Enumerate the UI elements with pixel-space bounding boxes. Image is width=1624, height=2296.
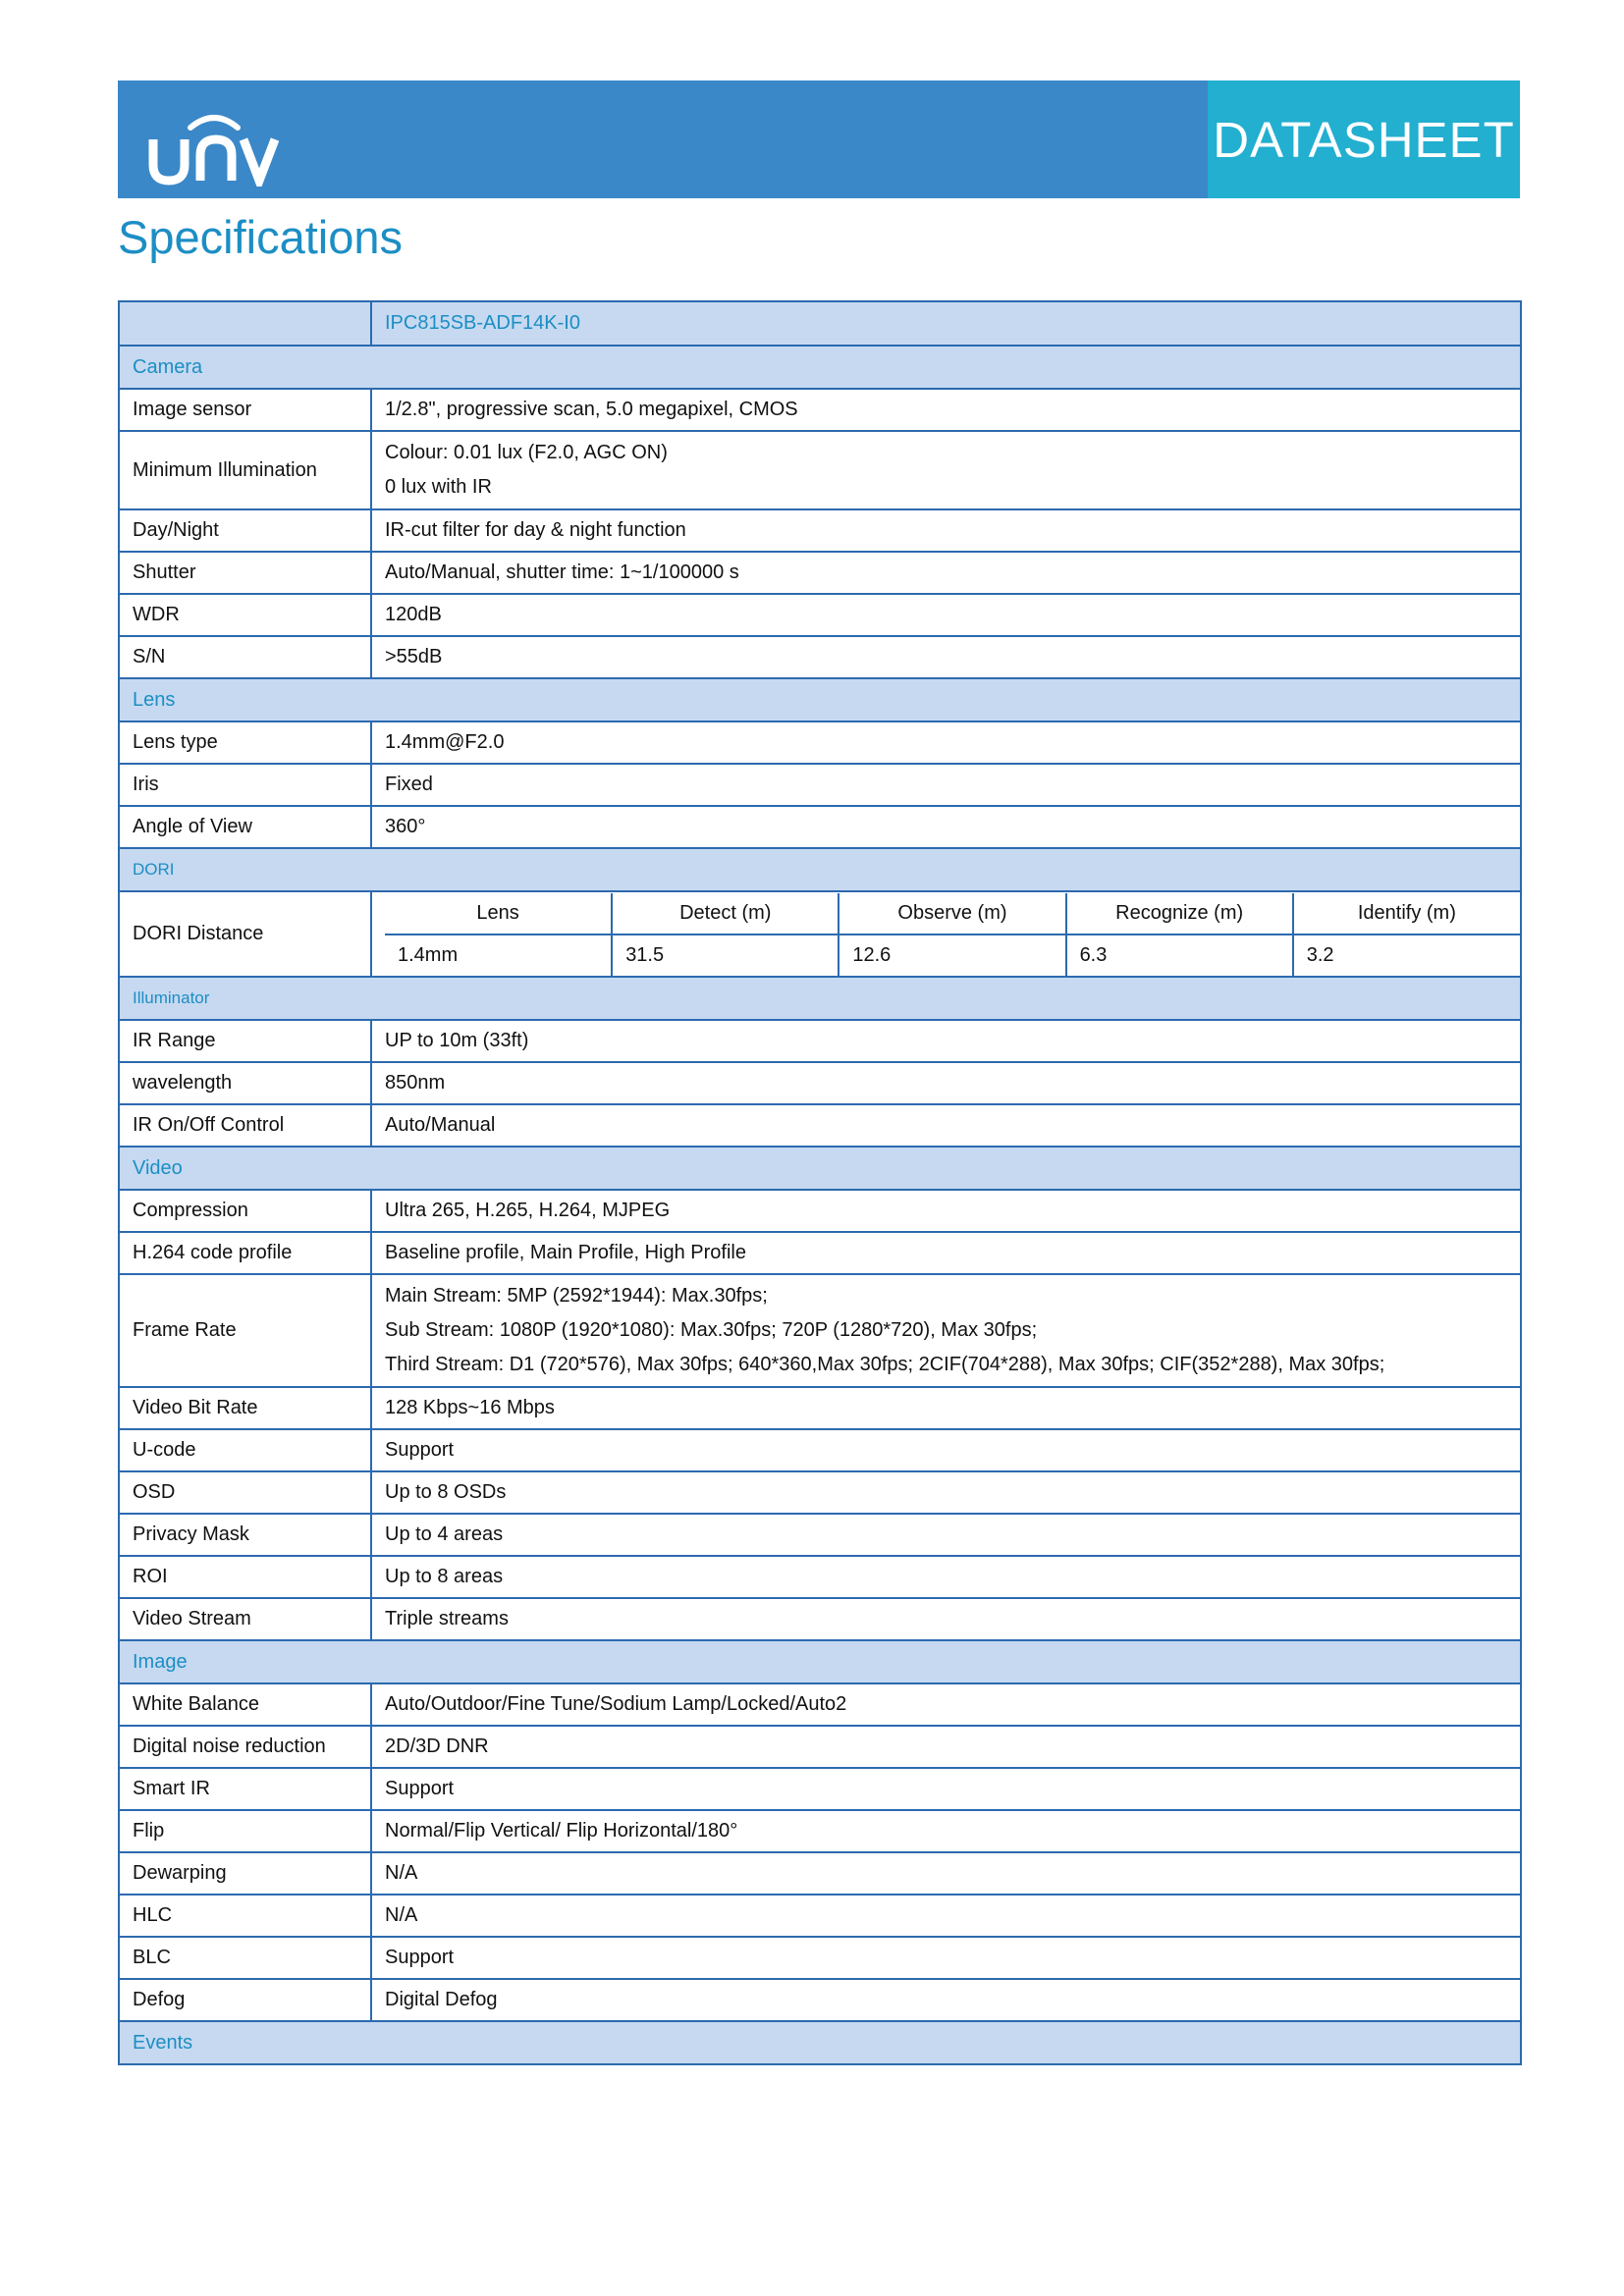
dori-header: Detect (m) bbox=[612, 893, 839, 934]
spec-row-ir-on-off-control bbox=[119, 1104, 1521, 1147]
spec-value-line: Third Stream: D1 (720*576), Max 30fps; 640*360,Max 30fps; 2CIF(704*288), Max 30fps; CIF(352*288), Max 30fps; bbox=[385, 1354, 1385, 1375]
spec-value bbox=[371, 509, 1521, 552]
spec-value bbox=[371, 721, 1521, 764]
dori-header: Recognize (m) bbox=[1066, 893, 1293, 934]
spec-value-line: Auto/Manual, shutter time: 1~1/100000 s bbox=[385, 561, 739, 583]
page-title: Specifications bbox=[118, 211, 403, 263]
section-header-illuminator bbox=[119, 977, 1521, 1020]
spec-row-ir-range bbox=[119, 1020, 1521, 1062]
spec-label: Video Stream bbox=[119, 1598, 371, 1640]
spec-label: White Balance bbox=[119, 1683, 371, 1726]
section-header-events bbox=[119, 2021, 1521, 2064]
spec-value bbox=[371, 1387, 1521, 1429]
spec-label: Day/Night bbox=[119, 509, 371, 552]
spec-label: Smart IR bbox=[119, 1768, 371, 1810]
spec-label: IR On/Off Control bbox=[119, 1104, 371, 1147]
section-header-image bbox=[119, 1640, 1521, 1683]
spec-value-line: 2D/3D DNR bbox=[385, 1735, 489, 1757]
spec-row-iris bbox=[119, 764, 1521, 806]
spec-value-line: IR-cut filter for day & night function bbox=[385, 519, 686, 541]
spec-value bbox=[371, 764, 1521, 806]
spec-row-dori-distance bbox=[119, 891, 1521, 977]
spec-value-line: Main Stream: 5MP (2592*1944): Max.30fps; bbox=[385, 1285, 768, 1307]
spec-row-frame-rate bbox=[119, 1274, 1521, 1387]
spec-table bbox=[118, 300, 1522, 2065]
spec-value-line: Triple streams bbox=[385, 1608, 509, 1629]
spec-value-line: UP to 10m (33ft) bbox=[385, 1030, 529, 1051]
header-banner bbox=[118, 80, 1520, 198]
spec-label: Video Bit Rate bbox=[119, 1387, 371, 1429]
section-header-video bbox=[119, 1147, 1521, 1190]
spec-row-roi bbox=[119, 1556, 1521, 1598]
spec-value-line: Up to 4 areas bbox=[385, 1523, 504, 1545]
spec-value bbox=[371, 1190, 1521, 1232]
spec-value bbox=[371, 1979, 1521, 2021]
spec-value bbox=[371, 1895, 1521, 1937]
spec-label: Flip bbox=[119, 1810, 371, 1852]
spec-row-dewarping bbox=[119, 1852, 1521, 1895]
section-title: Lens bbox=[119, 678, 1521, 721]
spec-value-line: Support bbox=[385, 1439, 455, 1461]
datasheet-badge bbox=[1208, 80, 1520, 198]
spec-row-wdr bbox=[119, 594, 1521, 636]
spec-value bbox=[371, 1274, 1521, 1387]
dori-value: 3.2 bbox=[1306, 943, 1334, 966]
spec-row-digital-noise-reduction bbox=[119, 1726, 1521, 1768]
spec-value-line: 1/2.8", progressive scan, 5.0 megapixel, CMOS bbox=[385, 399, 798, 420]
spec-row-video-bit-rate bbox=[119, 1387, 1521, 1429]
spec-value bbox=[371, 636, 1521, 678]
dori-table bbox=[385, 893, 1520, 976]
spec-value-line: N/A bbox=[385, 1862, 418, 1884]
dori-value: 31.5 bbox=[612, 934, 839, 976]
section-title: Camera bbox=[119, 346, 1521, 389]
spec-row-compression bbox=[119, 1190, 1521, 1232]
spec-row-smart-ir bbox=[119, 1768, 1521, 1810]
spec-label: Lens type bbox=[119, 721, 371, 764]
spec-label: Frame Rate bbox=[119, 1274, 371, 1387]
spec-label: Minimum Illumination bbox=[119, 431, 371, 509]
spec-value-line: 850nm bbox=[385, 1072, 446, 1094]
spec-value bbox=[371, 389, 1521, 431]
spec-label: WDR bbox=[119, 594, 371, 636]
spec-value bbox=[371, 1726, 1521, 1768]
spec-label: Dewarping bbox=[119, 1852, 371, 1895]
spec-value bbox=[371, 1556, 1521, 1598]
spec-row-blc bbox=[119, 1937, 1521, 1979]
dori-value-row bbox=[385, 934, 1520, 976]
spec-value bbox=[371, 1062, 1521, 1104]
spec-value bbox=[371, 1471, 1521, 1514]
spec-value-line: Digital Defog bbox=[385, 1989, 498, 2010]
unv-logo bbox=[139, 98, 287, 187]
spec-label: Digital noise reduction bbox=[119, 1726, 371, 1768]
spec-label: S/N bbox=[119, 636, 371, 678]
model-row-blank bbox=[119, 301, 371, 346]
spec-row-s-n bbox=[119, 636, 1521, 678]
spec-value-line: Support bbox=[385, 1778, 455, 1799]
spec-row-video-stream bbox=[119, 1598, 1521, 1640]
spec-value-line: 1.4mm@F2.0 bbox=[385, 731, 505, 753]
spec-value-line: 120dB bbox=[385, 604, 442, 625]
spec-value-line: Up to 8 OSDs bbox=[385, 1481, 507, 1503]
spec-value-line: 360° bbox=[385, 816, 426, 837]
spec-row-minimum-illumination bbox=[119, 431, 1521, 509]
section-header-dori bbox=[119, 848, 1521, 891]
model-row bbox=[119, 301, 1521, 346]
section-title: DORI bbox=[119, 848, 1521, 891]
spec-value-line: Ultra 265, H.265, H.264, MJPEG bbox=[385, 1200, 671, 1221]
spec-value bbox=[371, 1104, 1521, 1147]
spec-value bbox=[371, 1683, 1521, 1726]
spec-value-line: Baseline profile, Main Profile, High Profile bbox=[385, 1242, 746, 1263]
spec-row-lens-type bbox=[119, 721, 1521, 764]
spec-value-line: 128 Kbps~16 Mbps bbox=[385, 1397, 555, 1418]
spec-label: wavelength bbox=[119, 1062, 371, 1104]
spec-value bbox=[371, 552, 1521, 594]
datasheet-label: DATASHEET bbox=[1213, 111, 1515, 168]
spec-row-u-code bbox=[119, 1429, 1521, 1471]
spec-label: Shutter bbox=[119, 552, 371, 594]
section-title: Illuminator bbox=[119, 977, 1521, 1020]
spec-value-line: Sub Stream: 1080P (1920*1080): Max.30fps; 720P (1280*720), Max 30fps; bbox=[385, 1319, 1038, 1341]
spec-label: Iris bbox=[119, 764, 371, 806]
spec-value bbox=[371, 594, 1521, 636]
spec-value bbox=[371, 1937, 1521, 1979]
spec-row-wavelength bbox=[119, 1062, 1521, 1104]
spec-label: OSD bbox=[119, 1471, 371, 1514]
dori-header: Observe (m) bbox=[839, 893, 1065, 934]
spec-label: U-code bbox=[119, 1429, 371, 1471]
spec-label: Privacy Mask bbox=[119, 1514, 371, 1556]
spec-row-flip bbox=[119, 1810, 1521, 1852]
spec-value bbox=[371, 1429, 1521, 1471]
dori-value: 12.6 bbox=[839, 934, 1065, 976]
spec-value-line: Auto/Manual bbox=[385, 1114, 496, 1136]
spec-row-defog bbox=[119, 1979, 1521, 2021]
spec-row-day-night bbox=[119, 509, 1521, 552]
spec-label: Angle of View bbox=[119, 806, 371, 848]
spec-value-line: Colour: 0.01 lux (F2.0, AGC ON) bbox=[385, 442, 668, 463]
spec-value bbox=[371, 431, 1521, 509]
dori-table-cell bbox=[371, 891, 1521, 977]
spec-row-image-sensor bbox=[119, 389, 1521, 431]
section-title: Events bbox=[119, 2021, 1521, 2064]
spec-value-line: 0 lux with IR bbox=[385, 476, 492, 498]
section-title: Image bbox=[119, 1640, 1521, 1683]
spec-label: ROI bbox=[119, 1556, 371, 1598]
spec-value-line: Fixed bbox=[385, 774, 433, 795]
spec-label: Compression bbox=[119, 1190, 371, 1232]
spec-value bbox=[371, 1020, 1521, 1062]
spec-value-line: Up to 8 areas bbox=[385, 1566, 504, 1587]
spec-value-line: >55dB bbox=[385, 646, 443, 667]
spec-value-line: N/A bbox=[385, 1904, 418, 1926]
spec-row-privacy-mask bbox=[119, 1514, 1521, 1556]
section-header-camera bbox=[119, 346, 1521, 389]
dori-value: 6.3 bbox=[1066, 934, 1293, 976]
spec-label: BLC bbox=[119, 1937, 371, 1979]
spec-row-shutter bbox=[119, 552, 1521, 594]
section-header-lens bbox=[119, 678, 1521, 721]
spec-value bbox=[371, 1810, 1521, 1852]
dori-header: Lens bbox=[385, 893, 612, 934]
spec-value-line: Support bbox=[385, 1947, 455, 1968]
spec-value bbox=[371, 1598, 1521, 1640]
spec-label: Defog bbox=[119, 1979, 371, 2021]
spec-label: Image sensor bbox=[119, 389, 371, 431]
spec-row-hlc bbox=[119, 1895, 1521, 1937]
spec-label: DORI Distance bbox=[119, 891, 371, 977]
section-title: Video bbox=[119, 1147, 1521, 1190]
spec-row-osd bbox=[119, 1471, 1521, 1514]
spec-row-h-264-code-profile bbox=[119, 1232, 1521, 1274]
spec-label: HLC bbox=[119, 1895, 371, 1937]
dori-value: 1.4mm bbox=[385, 934, 612, 976]
spec-value-line: Normal/Flip Vertical/ Flip Horizontal/180° bbox=[385, 1820, 738, 1842]
spec-value bbox=[371, 1514, 1521, 1556]
spec-value bbox=[371, 1768, 1521, 1810]
dori-header: Identify (m) bbox=[1293, 893, 1520, 934]
spec-value bbox=[371, 1852, 1521, 1895]
spec-value bbox=[371, 1232, 1521, 1274]
spec-row-white-balance bbox=[119, 1683, 1521, 1726]
spec-label: H.264 code profile bbox=[119, 1232, 371, 1274]
spec-value-line: Auto/Outdoor/Fine Tune/Sodium Lamp/Locked/Auto2 bbox=[385, 1693, 847, 1715]
spec-row-angle-of-view bbox=[119, 806, 1521, 848]
dori-header-row bbox=[385, 893, 1520, 934]
spec-value bbox=[371, 806, 1521, 848]
spec-label: IR Range bbox=[119, 1020, 371, 1062]
model-number: IPC815SB-ADF14K-I0 bbox=[371, 301, 1521, 346]
